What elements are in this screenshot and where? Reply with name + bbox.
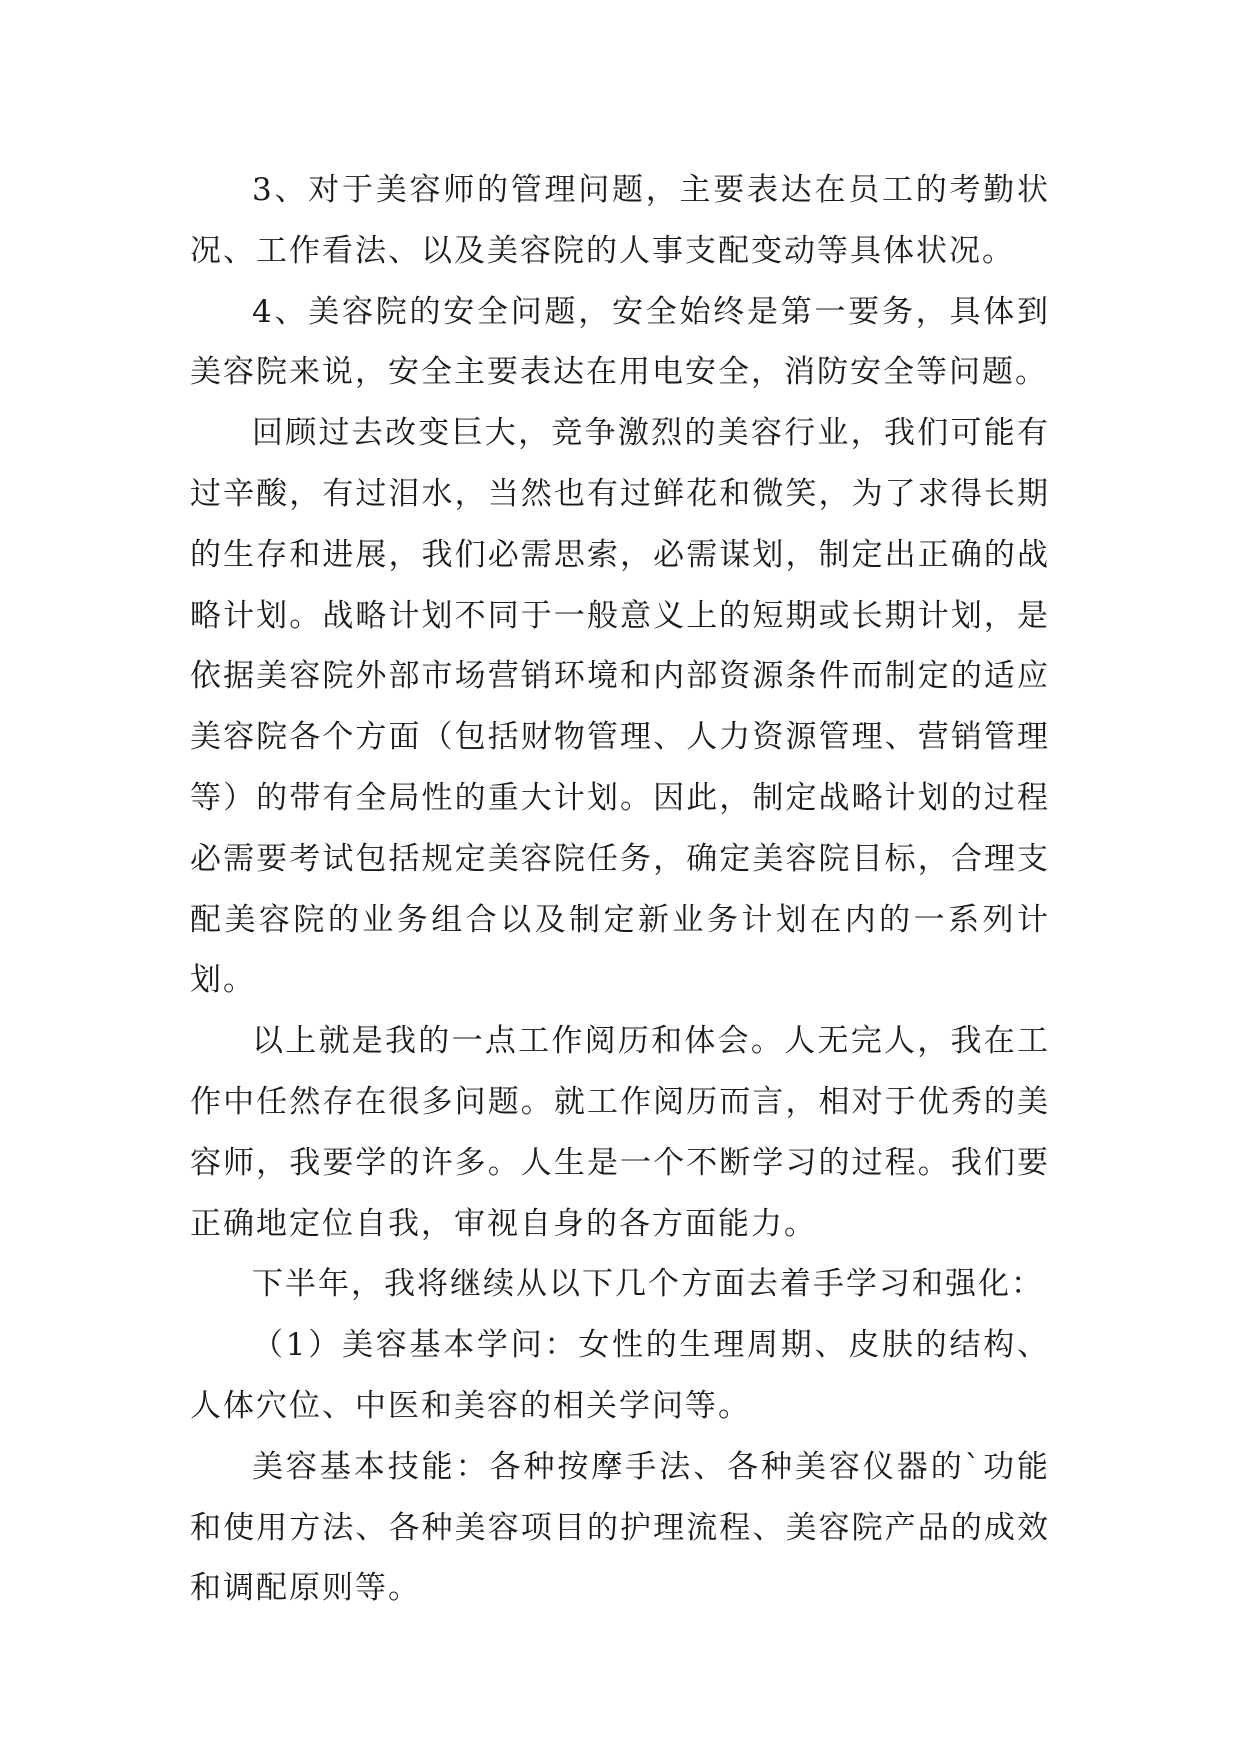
document-body (190, 160, 1050, 1619)
paragraph-basic-skills: 美容基本技能：各种按摩手法、各种美容仪器的`功能和使用方法、各种美容项目的护理流程、美容院产品的成效和调配原则等。 (190, 1448, 1050, 1607)
paragraph-second-half-intro: 下半年，我将继续从以下几个方面去着手学习和强化： (252, 1266, 1044, 1303)
paragraph-strategic-plan: 回顾过去改变巨大，竞争激烈的美容行业，我们可能有过辛酸，有过泪水，当然也有过鲜花和微笑，为了求得长期的生存和进展，我们必需思索，必需谋划，制定出正确的战略计划。战略计划不同于一般意义上的短期或长期计划，是依据美容院外部市场营销环境和内部资源条件而制定的适应美容院各个方面（包括财物管理、人力资源管理、营销管理等）的带有全局性的重大计划。因此，制定战略计划的过程必需要考试包括规定美容院任务，确定美容院目标，合理支配美容院的业务组合以及制定新业务计划在内的一系列计划。 (190, 415, 1050, 999)
paragraph-staff-management: 3、对于美容师的管理问题，主要表达在员工的考勤状况、工作看法、以及美容院的人事支配变动等具体状况。 (190, 172, 1050, 269)
paragraph-basic-knowledge: （1）美容基本学问：女性的生理周期、皮肤的结构、人体穴位、中医和美容的相关学问等。 (190, 1327, 1050, 1424)
paragraph-safety: 4、美容院的安全问题，安全始终是第一要务，具体到美容院来说，安全主要表达在用电安全，消防安全等问题。 (190, 293, 1050, 391)
paragraph-experience: 以上就是我的一点工作阅历和体会。人无完人，我在工作中任然存在很多问题。就工作阅历而言，相对于优秀的美容师，我要学的许多。人生是一个不断学习的过程。我们要正确地定位自我，审视自身的各方面能力。 (190, 1023, 1050, 1242)
